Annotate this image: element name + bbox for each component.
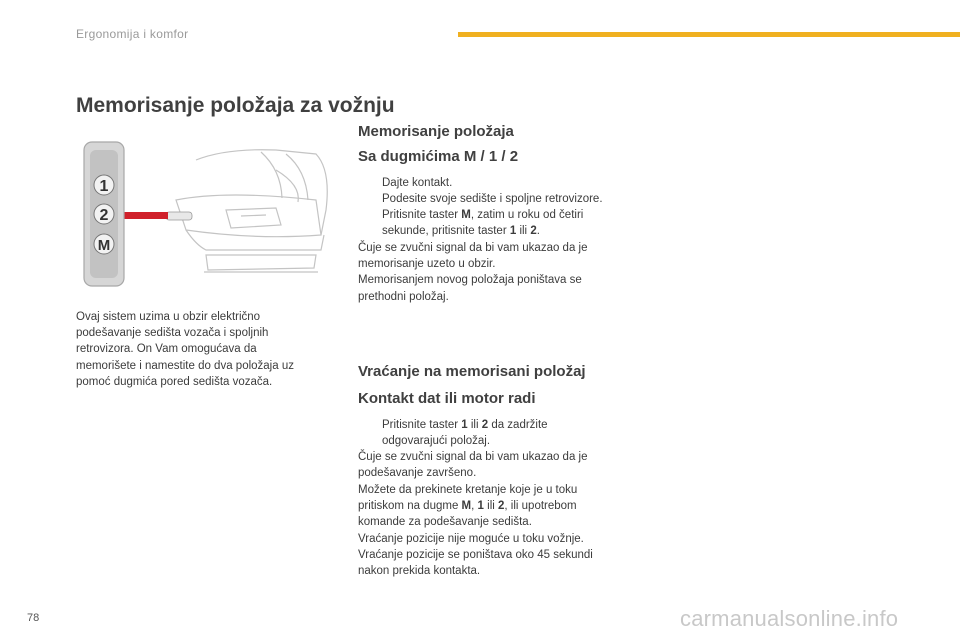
save-text-line: memorisanje uzeto u obzir.: [358, 258, 496, 271]
recall-text-line: Možete da prekinete kretanje koje je u toku: [358, 483, 578, 496]
intro-line: podešavanje sedišta vozača i spoljnih: [76, 327, 269, 340]
recall-text-line: Vraćanje pozicije nije moguće u toku vožnje.: [358, 532, 584, 545]
intro-line: Ovaj sistem uzima u obzir električno: [76, 311, 261, 323]
recall-subheading: Kontakt dat ili motor radi: [358, 390, 536, 408]
recall-text-line: nakon prekida kontakta.: [358, 565, 481, 578]
memory-buttons: [94, 175, 114, 254]
recall-text-line: podešavanje završeno.: [358, 467, 477, 480]
intro-line: retrovizora. On Vam omogućava da: [76, 343, 257, 356]
seat-control-switch: [166, 212, 192, 220]
save-heading: Memorisanje položaja: [358, 123, 514, 140]
recall-section: [358, 364, 648, 580]
seat-memory-illustration: [76, 140, 338, 290]
memory-button-2-label: 2: [99, 207, 109, 224]
recall-heading: Vraćanje na memorisani položaj: [358, 363, 586, 380]
save-text-line: Čuje se zvučni signal da bi vam ukazao da je: [358, 241, 588, 254]
save-subheading: Sa dugmićima M / 1 / 2: [358, 148, 519, 166]
save-text-line: Memorisanjem novog položaja poništava se: [358, 274, 582, 287]
seat-outline: [176, 150, 327, 272]
intro-paragraph: [76, 309, 326, 390]
recall-text-line: komande za podešavanje sedišta.: [358, 516, 532, 529]
section-label: Ergonomija i komfor: [76, 27, 189, 41]
save-bullet-2: Podesite svoje sedište i spoljne retrovizore.: [382, 192, 603, 205]
recall-text-line-mixed: pritiskom na dugme M, 1 ili 2, ili upotrebom: [358, 500, 577, 513]
memory-button-m-label: M: [97, 237, 111, 254]
memory-button-1-label: 1: [99, 178, 109, 195]
page-number: 78: [27, 612, 40, 624]
intro-line: pomoć dugmića pored sedišta vozača.: [76, 375, 273, 388]
intro-line: memorišete i namestite do dva položaja uz: [76, 359, 294, 372]
recall-bullet: Pritisnite taster 1 ili 2 da zadržite odgovarajući položaj.: [382, 418, 548, 447]
save-bullet-3: Pritisnite taster M, zatim u roku od četiri sekunde, pritisnite taster 1 ili 2.: [382, 209, 584, 238]
recall-text-line: Čuje se zvučni signal da bi vam ukazao da je: [358, 451, 588, 464]
page-title: Memorisanje položaja za vožnju: [76, 94, 395, 117]
recall-text-line: Vraćanje pozicije se poništava oko 45 sekundi: [358, 548, 593, 561]
save-bullet-1: Dajte kontakt.: [382, 176, 453, 189]
header-accent-bar: [458, 32, 960, 37]
watermark: carmanualsonline.info: [680, 606, 899, 631]
save-text-line: prethodni položaj.: [358, 290, 449, 303]
save-section: [358, 124, 648, 305]
